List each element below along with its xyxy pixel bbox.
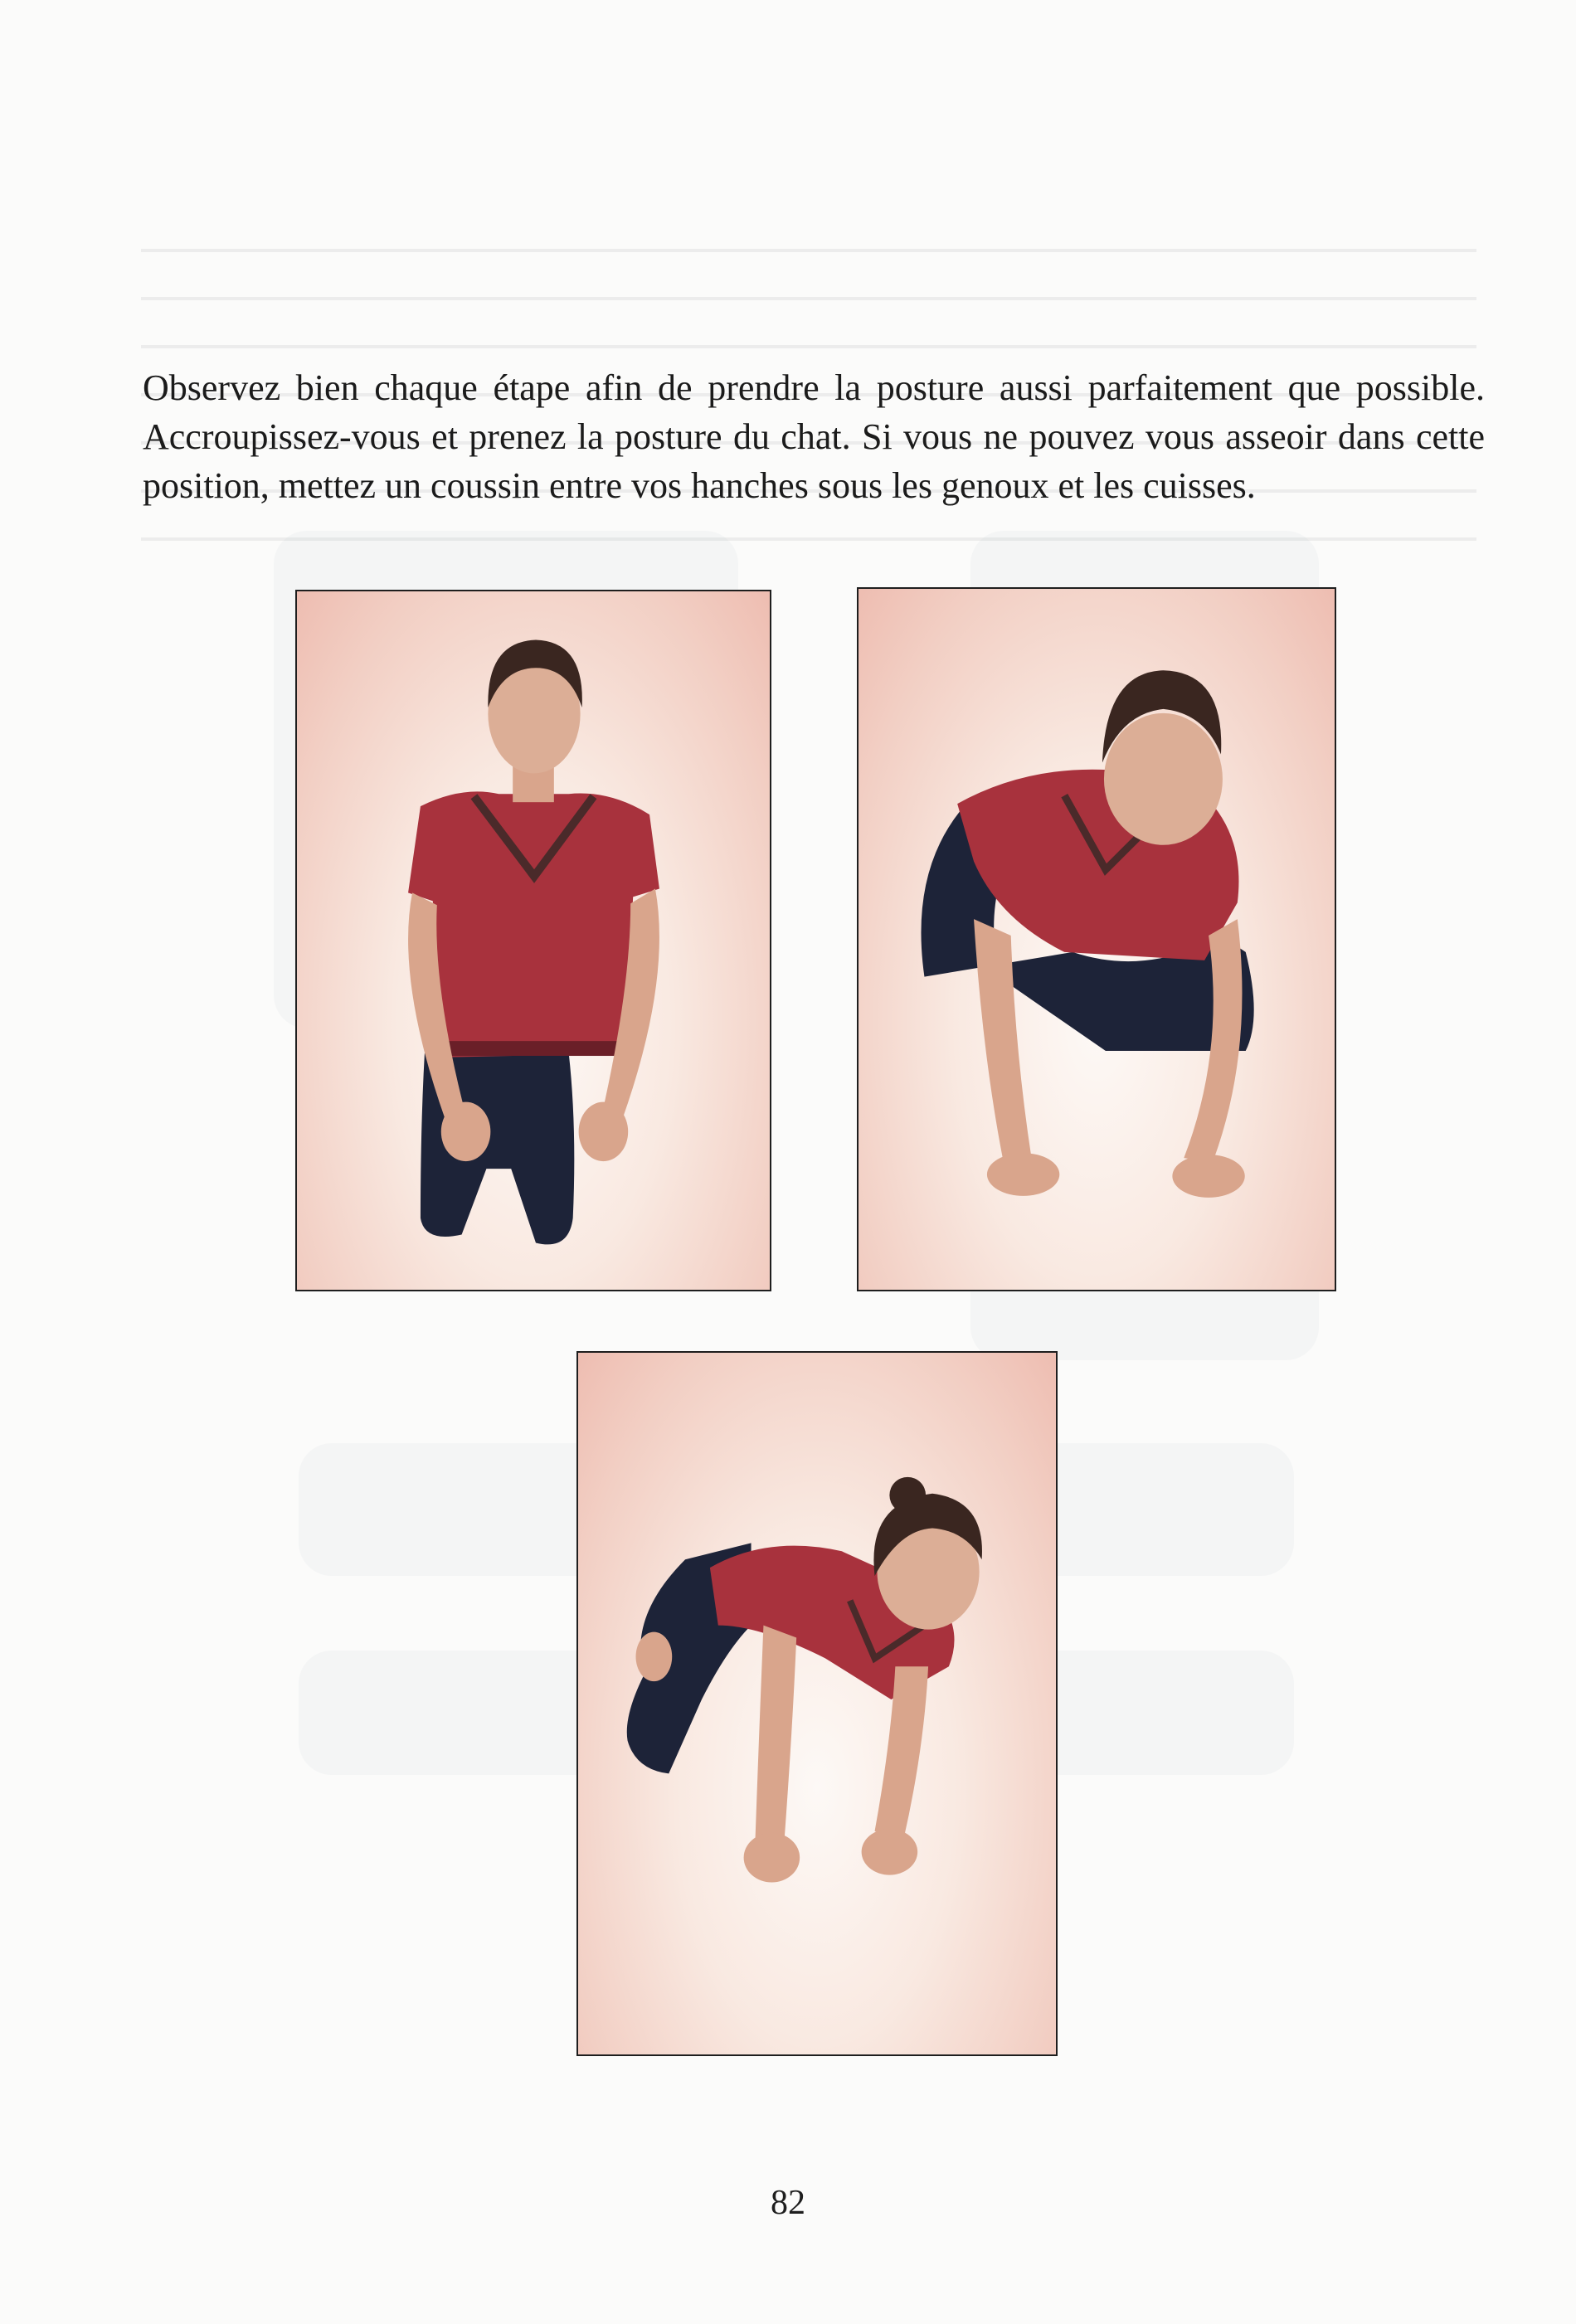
kneeling-woman-illustration [297,591,770,1290]
squatting-woman-illustration [859,589,1335,1290]
instruction-paragraph: Observez bien chaque étape afin de prendre la posture aussi parfaitement que possible. Accroupissez-vous et prenez la posture du chat. Si vous ne pouvez vous asseoir dans cette position, mettez un coussin entre vos hanches sous les genoux et les cuisses. [143,367,1485,506]
cat-posture-woman-illustration [578,1353,1056,2054]
photo-cat-posture [576,1351,1058,2056]
photo-squatting-posture [857,587,1336,1291]
photo-kneeling-posture [295,590,771,1291]
page-number: 82 [771,2184,805,2222]
